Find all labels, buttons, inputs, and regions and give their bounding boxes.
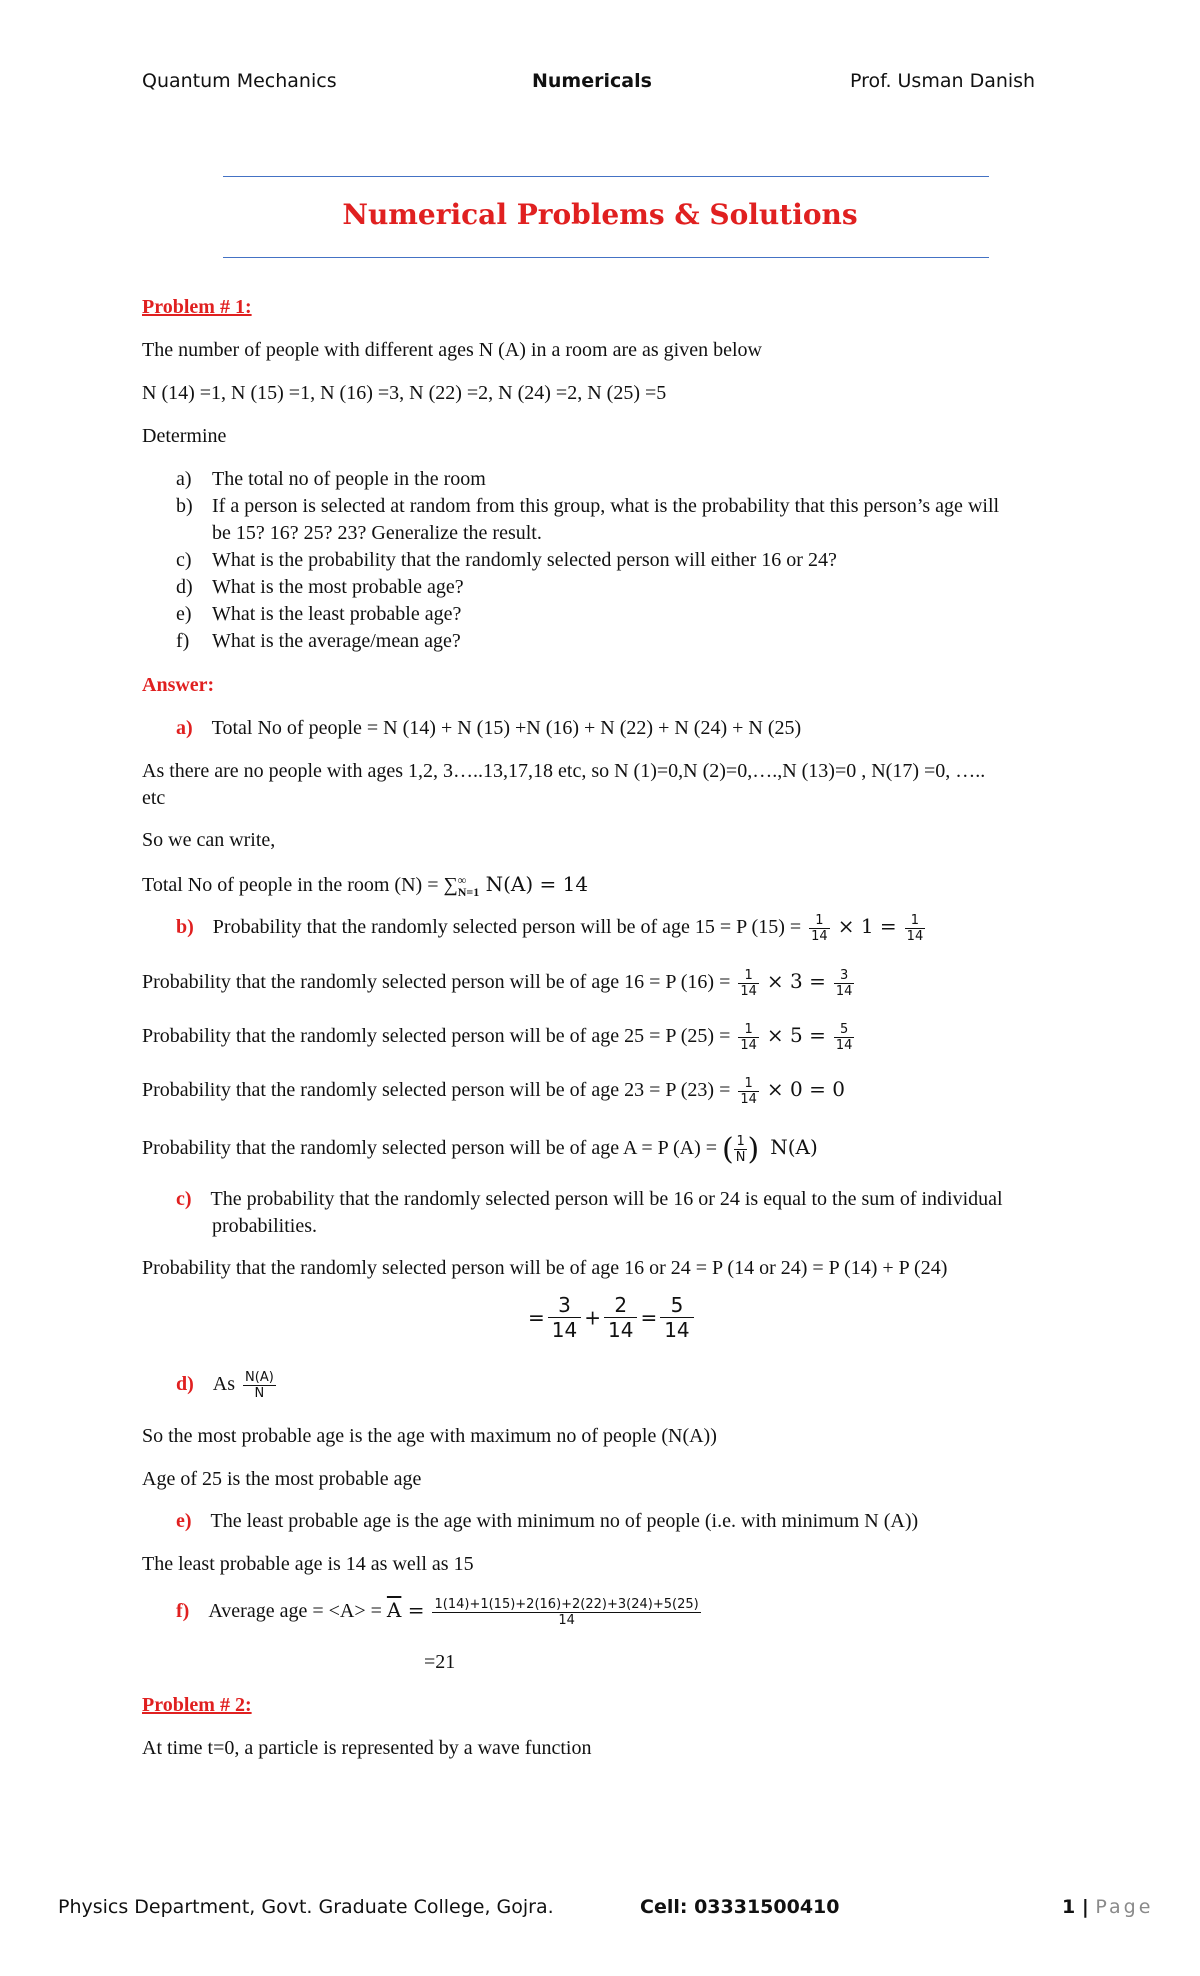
page-number: 1 <box>1062 1896 1076 1918</box>
fraction-numerator: 3 <box>548 1293 581 1318</box>
fraction <box>834 1022 855 1053</box>
fraction <box>738 1076 759 1107</box>
answer-f-text: Average age = <A> = <box>208 1600 387 1623</box>
fraction-denominator: 14 <box>740 1038 757 1053</box>
answer-b-text: Probability that the randomly selected person will be of age 15 = P (15) = <box>212 916 802 939</box>
header-center: Numericals <box>532 70 652 92</box>
header-right: Prof. Usman Danish <box>850 70 1036 92</box>
fraction-numerator: 1(14)+1(15)+2(16)+2(22)+3(24)+5(25) <box>434 1597 699 1612</box>
prob-25-mult: × 5 = <box>766 1023 826 1048</box>
sum-upper: ∞ <box>457 873 467 888</box>
fraction <box>604 1293 637 1342</box>
list-text: What is the most probable age? <box>212 576 464 598</box>
answer-e-label: e) <box>176 1510 192 1532</box>
total-prefix: Total No of people in the room (N) = ∑ <box>142 874 458 896</box>
answer-so-write: So we can write, <box>142 829 276 851</box>
fraction <box>809 913 830 944</box>
fraction-denominator: 14 <box>664 1318 690 1342</box>
answer-f-abar: $\overline{A}$ <box>386 1598 402 1623</box>
answer-d-line2: Age of 25 is the most probable age <box>142 1468 422 1490</box>
prob-A-tail: N(A) <box>770 1135 818 1160</box>
prob-25-text: Probability that the randomly selected person will be of age 25 = P (25) = <box>142 1025 731 1048</box>
answer-b-label: b) <box>176 916 194 939</box>
fraction-denominator: 14 <box>811 929 828 944</box>
answer-d-line1: So the most probable age is the age with maximum no of people (N(A)) <box>142 1425 717 1447</box>
page-word: Page <box>1095 1896 1154 1918</box>
answer-a-text: Total No of people = N (14) + N (15) +N (16) + N (22) + N (24) + N (25) <box>211 717 802 739</box>
fraction-numerator: 1 <box>809 913 830 929</box>
title-rule-top <box>223 176 989 177</box>
problem1-data: N (14) =1, N (15) =1, N (16) =3, N (22) =2, N (24) =2, N (25) =5 <box>142 382 667 404</box>
fraction-numerator: 1 <box>738 1076 759 1092</box>
fraction <box>734 1134 748 1165</box>
fraction-denominator: 14 <box>558 1613 575 1628</box>
fraction-numerator: 1 <box>738 1022 759 1038</box>
answer-b <box>176 913 928 944</box>
answer-f-label: f) <box>176 1600 190 1623</box>
c-eq-start: = <box>528 1305 545 1330</box>
answer-f-result: =21 <box>424 1651 456 1673</box>
answer-a-note2: etc <box>142 787 166 809</box>
fraction-denominator: 14 <box>835 984 853 999</box>
answer-e-text: The least probable age is the age with minimum no of people (i.e. with minimum N (A)) <box>210 1510 919 1532</box>
c-eq: = <box>640 1305 658 1330</box>
fraction-denominator: 14 <box>835 1038 853 1053</box>
fraction-numerator: 1 <box>734 1134 748 1150</box>
prob-23-line <box>142 1076 845 1107</box>
answer-b-mult: × 1 = <box>837 914 897 939</box>
list-label: c) <box>176 549 192 571</box>
list-text: be 15? 16? 25? 23? Generalize the result. <box>212 522 542 544</box>
fraction-denominator: 14 <box>607 1318 634 1342</box>
fraction-numerator: 5 <box>834 1022 855 1038</box>
answer-d-text: As <box>212 1373 236 1396</box>
fraction <box>548 1293 581 1342</box>
answer-e-line: The least probable age is 14 as well as 15 <box>142 1553 474 1575</box>
sum-limits <box>458 874 480 898</box>
prob-16-line <box>142 968 857 999</box>
problem2-heading: Problem # 2: <box>142 1694 252 1716</box>
c-plus: + <box>584 1305 601 1330</box>
answer-c <box>176 1188 1003 1211</box>
prob-23-text: Probability that the randomly selected person will be of age 23 = P (23) = <box>142 1079 731 1102</box>
fraction-numerator: 3 <box>834 968 855 984</box>
fraction-numerator: N(A) <box>245 1370 274 1385</box>
fraction <box>432 1597 700 1628</box>
footer-page <box>1062 1896 1153 1918</box>
prob-A-line <box>142 1132 818 1167</box>
answer-c-text2: probabilities. <box>212 1215 317 1237</box>
list-label: b) <box>176 495 193 517</box>
list-label: d) <box>176 576 193 598</box>
prob-A-text: Probability that the randomly selected person will be of age A = P (A) = <box>142 1137 718 1160</box>
problem2-intro: At time t=0, a particle is represented by a wave function <box>142 1737 592 1759</box>
list-text: If a person is selected at random from this group, what is the probability that this person’s age will <box>212 495 1000 517</box>
fraction-denominator: 14 <box>740 984 757 999</box>
paren-right: ) <box>747 1132 760 1167</box>
fraction <box>834 968 855 999</box>
footer-center: Cell: 03331500410 <box>640 1896 840 1918</box>
prob-23-mult: × 0 = 0 <box>766 1077 845 1102</box>
fraction <box>738 1022 759 1053</box>
header-left: Quantum Mechanics <box>142 70 337 92</box>
fraction-numerator: 1 <box>738 968 759 984</box>
fraction <box>243 1370 276 1401</box>
list-label: e) <box>176 603 192 625</box>
footer-left: Physics Department, Govt. Graduate College, Gojra. <box>58 1896 554 1918</box>
fraction-denominator: N <box>254 1386 265 1401</box>
prob-16-mult: × 3 = <box>766 969 826 994</box>
answer-d <box>176 1370 279 1401</box>
answer-a <box>176 717 801 740</box>
list-text: What is the least probable age? <box>212 603 462 625</box>
fraction-denominator: 14 <box>906 929 924 944</box>
answer-f <box>176 1597 704 1628</box>
fraction <box>905 913 926 944</box>
title-rule-bottom <box>223 257 989 258</box>
fraction-numerator: 1 <box>905 913 926 929</box>
list-text: The total no of people in the room <box>212 468 486 490</box>
answer-f-eq: = <box>401 1598 425 1623</box>
fraction <box>660 1293 693 1342</box>
list-label: f) <box>176 630 190 652</box>
answer-d-label: d) <box>176 1373 194 1396</box>
answer-a-note1: As there are no people with ages 1,2, 3…..13,17,18 etc, so N (1)=0,N (2)=0,….,N (13)=0 , N(17) =0, ….. <box>142 760 986 782</box>
c-sum-equation <box>528 1293 697 1342</box>
fraction-numerator: 2 <box>604 1293 637 1318</box>
answer-c-line: Probability that the randomly selected person will be of age 16 or 24 = P (14 or 24) = P (14) + P (24) <box>142 1257 948 1279</box>
fraction-denominator: 14 <box>740 1092 757 1107</box>
list-label: a) <box>176 468 192 490</box>
answer-heading: Answer: <box>142 674 215 696</box>
page-separator: | <box>1075 1896 1096 1918</box>
list-text: What is the average/mean age? <box>212 630 461 652</box>
problem1-heading: Problem # 1: <box>142 296 252 318</box>
prob-25-line <box>142 1022 857 1053</box>
fraction-denominator: N <box>735 1150 746 1165</box>
total-equation <box>142 872 588 898</box>
list-text: What is the probability that the randomly selected person will either 16 or 24? <box>212 549 837 571</box>
paren-left: ( <box>722 1132 734 1167</box>
problem1-intro: The number of people with different ages N (A) in a room are as given below <box>142 339 762 361</box>
answer-e <box>176 1510 918 1533</box>
page-title: Numerical Problems & Solutions <box>342 198 858 231</box>
fraction-numerator: 5 <box>660 1293 693 1318</box>
answer-c-text1: The probability that the randomly selected person will be 16 or 24 is equal to the sum of individual <box>210 1188 1003 1210</box>
fraction <box>738 968 759 999</box>
sum-lower: N=1 <box>457 885 480 900</box>
total-suffix: N(A) = 14 <box>479 872 589 896</box>
prob-16-text: Probability that the randomly selected person will be of age 16 = P (16) = <box>142 971 731 994</box>
problem1-determine: Determine <box>142 425 227 447</box>
fraction-denominator: 14 <box>551 1318 578 1342</box>
answer-a-label: a) <box>176 717 193 739</box>
answer-c-label: c) <box>176 1188 192 1210</box>
